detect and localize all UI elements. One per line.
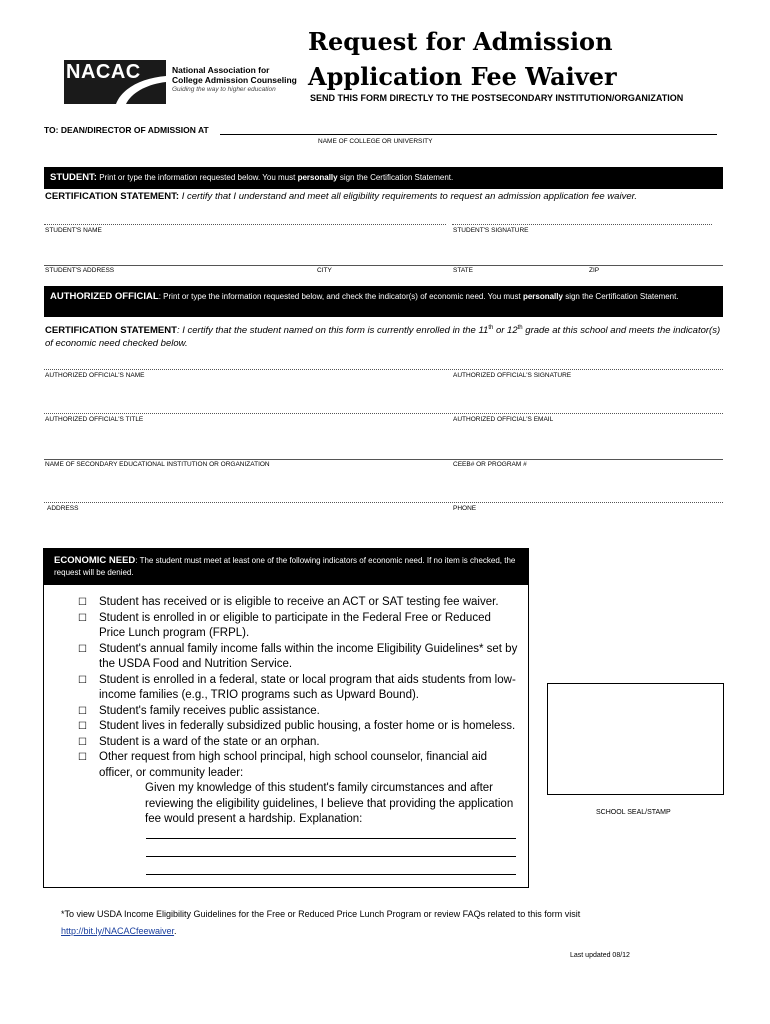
school-seal-box[interactable] xyxy=(547,683,724,795)
economic-need-list xyxy=(78,595,518,828)
school-seal-caption: SCHOOL SEAL/STAMP xyxy=(596,809,671,816)
page-title: Request for Admission Application Fee Waiver xyxy=(308,27,617,91)
explanation-line-1[interactable] xyxy=(146,838,516,839)
student-section-bar xyxy=(44,167,723,189)
logo-wordmark: NACAC xyxy=(66,61,141,83)
footnote xyxy=(61,906,621,940)
official-bar-text-2: sign the Certification Statement. xyxy=(565,292,679,301)
need-item-text: Student's family receives public assistance. xyxy=(99,704,320,717)
need-item-text: Other request from high school principal, high school counselor, financial aid officer, or community leader: xyxy=(99,751,488,779)
student-address-label: STUDENT'S ADDRESS xyxy=(45,267,115,274)
send-instruction: SEND THIS FORM DIRECTLY TO THE POSTSECONDARY INSTITUTION/ORGANIZATION xyxy=(310,93,684,103)
student-name-field[interactable] xyxy=(44,224,446,225)
phone-label: PHONE xyxy=(453,505,477,512)
official-email-label: AUTHORIZED OFFICIAL'S EMAIL xyxy=(453,416,554,423)
official-cert-text-2: or 12 xyxy=(493,325,518,337)
need-item xyxy=(78,719,518,735)
student-signature-field[interactable] xyxy=(452,224,712,225)
hardship-explanation: Given my knowledge of this student's family circumstances and after reviewing the eligibility guidelines, I believe that providing the application fee would present a hardship. Explanation: xyxy=(145,782,514,825)
need-item-text: Student lives in federally subsidized public housing, a foster home or is homeless. xyxy=(99,720,516,732)
student-bar-emph: personally xyxy=(297,173,338,182)
need-item xyxy=(78,750,518,781)
footnote-link[interactable]: http://bit.ly/NACACfeewaiver xyxy=(61,926,175,936)
need-item xyxy=(78,595,518,611)
official-name-label: AUTHORIZED OFFICIAL'S NAME xyxy=(45,372,145,379)
org-name: National Association for College Admission Counseling xyxy=(172,65,297,85)
official-signature-label: AUTHORIZED OFFICIAL'S SIGNATURE xyxy=(453,372,572,379)
checkbox-icon[interactable]: ☐ xyxy=(78,674,87,686)
need-item-text: Student is a ward of the state or an orphan. xyxy=(99,735,320,748)
student-name-label: STUDENT'S NAME xyxy=(45,227,102,234)
checkbox-icon[interactable]: ☐ xyxy=(78,721,87,732)
need-item xyxy=(78,611,518,642)
explanation-line-2[interactable] xyxy=(146,856,516,857)
college-name-field[interactable] xyxy=(220,134,717,135)
institution-label: NAME OF SECONDARY EDUCATIONAL INSTITUTION OR ORGANIZATION xyxy=(45,461,270,468)
student-zip-label: ZIP xyxy=(589,267,600,274)
official-certification xyxy=(45,322,725,350)
need-item xyxy=(78,735,518,751)
need-item xyxy=(78,673,518,704)
economic-bar-text: : The student must meet at least one of the following indicators of economic need. If no item is checked, the request will be denied. xyxy=(54,556,516,577)
student-state-label: STATE xyxy=(453,267,473,274)
need-item xyxy=(78,704,518,720)
last-updated: Last updated 08/12 xyxy=(570,952,630,959)
official-bar-title: AUTHORIZED OFFICIAL xyxy=(50,291,159,302)
sup-th-2: th xyxy=(517,325,523,331)
official-cert-text-3: grade at this school and meets the indicator(s) of economic need checked below. xyxy=(45,325,721,350)
need-item xyxy=(78,642,518,673)
checkbox-icon[interactable]: ☐ xyxy=(78,643,87,655)
economic-need-bar xyxy=(44,549,528,585)
official-address-field[interactable] xyxy=(44,502,723,503)
need-item-text: Student is enrolled in or eligible to participate in the Federal Free or Reduced Price Lunch program (FRPL). xyxy=(99,611,491,639)
official-cert-text-1: : I certify that the student named on this form is currently enrolled in the 11 xyxy=(176,325,489,337)
student-cert-label: CERTIFICATION STATEMENT: xyxy=(45,191,180,202)
official-address-label: ADDRESS xyxy=(47,505,79,512)
explanation-line-3[interactable] xyxy=(146,874,516,875)
org-tagline: Guiding the way to higher education xyxy=(172,86,276,93)
official-cert-label: CERTIFICATION STATEMENT xyxy=(45,325,177,337)
official-bar-text-1: : Print or type the information requested below, and check the indicator(s) of economic need. You must xyxy=(158,292,521,301)
checkbox-icon[interactable]: ☐ xyxy=(78,752,87,763)
student-address-field[interactable] xyxy=(44,265,723,266)
official-name-field[interactable] xyxy=(44,369,723,370)
student-bar-text-2: sign the Certification Statement. xyxy=(339,173,454,182)
to-label: TO: DEAN/DIRECTOR OF ADMISSION AT xyxy=(44,125,209,135)
student-signature-label: STUDENT'S SIGNATURE xyxy=(453,227,529,234)
student-cert-text: I certify that I understand and meet all eligibility requirements to request an admission application fee waiver. xyxy=(181,191,638,202)
official-title-field[interactable] xyxy=(44,413,723,414)
checkbox-icon[interactable]: ☐ xyxy=(78,612,87,624)
need-item-text: Student is enrolled in a federal, state or local program that aids students from low-income families (e.g., TRIO programs such as Upward Bound). xyxy=(99,673,516,701)
footnote-link-suffix: . xyxy=(174,926,177,936)
official-title-label: AUTHORIZED OFFICIAL'S TITLE xyxy=(45,416,144,423)
sup-th-1: th xyxy=(488,325,494,331)
student-certification xyxy=(45,191,637,202)
ceeb-label: CEEB# OR PROGRAM # xyxy=(453,461,527,468)
need-item-text: Student's annual family income falls within the income Eligibility Guidelines* set by the USDA Food and Nutrition Service. xyxy=(99,642,518,670)
checkbox-icon[interactable]: ☐ xyxy=(78,597,87,608)
student-bar-title: STUDENT: xyxy=(50,172,97,183)
footnote-text: *To view USDA Income Eligibility Guidelines for the Free or Reduced Price Lunch Program or review FAQs related to this form visit xyxy=(61,909,581,919)
official-bar-emph: personally xyxy=(522,292,563,301)
need-item-text: Student has received or is eligible to receive an ACT or SAT testing fee waiver. xyxy=(99,596,499,608)
student-city-label: CITY xyxy=(317,267,332,274)
economic-bar-title: ECONOMIC NEED xyxy=(54,555,136,566)
institution-field[interactable] xyxy=(44,459,723,460)
checkbox-icon[interactable]: ☐ xyxy=(78,705,87,717)
student-bar-text-1: Print or type the information requested below. You must xyxy=(99,173,296,182)
official-section-bar xyxy=(44,286,723,317)
checkbox-icon[interactable]: ☐ xyxy=(78,736,87,748)
college-name-caption: NAME OF COLLEGE OR UNIVERSITY xyxy=(318,138,433,145)
